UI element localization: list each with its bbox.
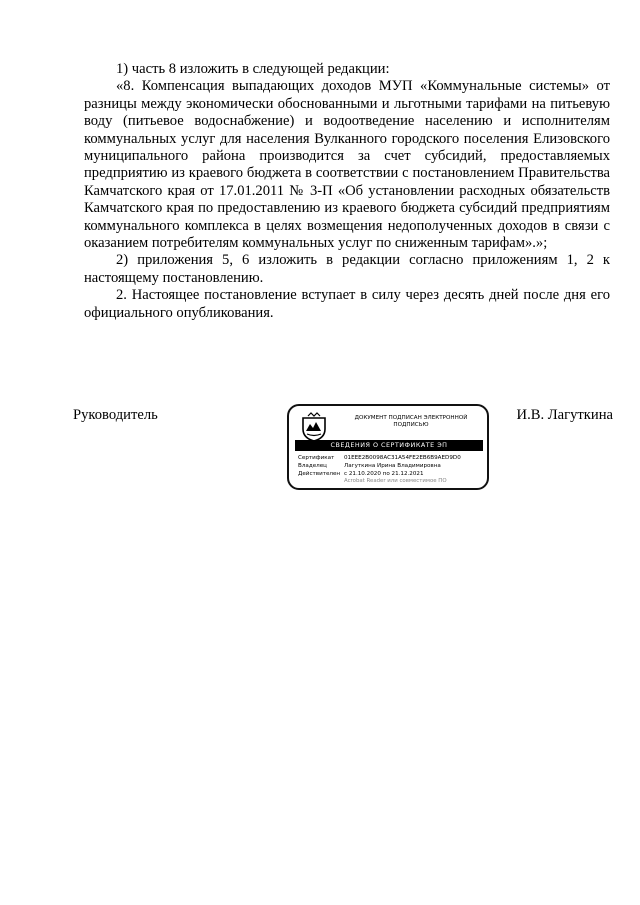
validity-row — [298, 470, 484, 478]
owner-value: Лагуткина Ирина Владимировна — [344, 463, 441, 469]
stamp-footer: Acrobat Reader или совместимое ПО — [344, 478, 447, 484]
owner-row — [298, 462, 484, 470]
validity-key: Действителен — [298, 471, 341, 477]
signatory-title: Руководитель — [73, 407, 158, 423]
paragraph: 2. Настоящее постановление вступает в силу через десять дней после дня его официального опубликования. — [84, 287, 610, 321]
paragraph: «8. Компенсация выпадающих доходов МУП «Коммунальные системы» от разницы между экономически обоснованными и льготными тарифами на питьевую воду (питьевое водоснабжение) и водоотведение населению и исполнителям коммунальных услуг для населения Вулканного городского поселения Елизовского муниципального района производится за счет субсидий, предоставляемых предприятию из краевого бюджета в соответствии с постановлением Правительства Камчатского края от 17.01.2011 № 3-П «Об установлении расходных обязательств Камчатского края по предоставлению из краевого бюджета субсидий предприятиям коммунального комплекса в целях возмещения недополученных доходов в связи с оказанием потребителям коммунальных услуг по сниженным тарифам».»; — [84, 78, 610, 252]
certificate-details — [298, 454, 484, 478]
paragraph: 2) приложения 5, 6 изложить в редакции согласно приложениям 1, 2 к настоящему постановлению. — [84, 252, 610, 286]
certificate-value: 01EEE2B0098AC31A54FE2EB6B9AED9D0 — [344, 455, 461, 461]
certificate-info-bar: СВЕДЕНИЯ О СЕРТИФИКАТЕ ЭП — [295, 440, 483, 451]
electronic-signature-stamp — [287, 404, 489, 490]
document-body — [84, 61, 610, 322]
certificate-row — [298, 454, 484, 462]
validity-value: с 21.10.2020 по 21.12.2021 — [344, 471, 424, 477]
coat-of-arms-icon — [299, 412, 329, 442]
signatory-name: И.В. Лагуткина — [516, 407, 613, 423]
stamp-header: ДОКУМЕНТ ПОДПИСАН ЭЛЕКТРОННОЙ ПОДПИСЬЮ — [354, 415, 468, 428]
owner-key: Владелец — [298, 463, 327, 469]
certificate-key: Сертификат — [298, 455, 335, 461]
paragraph: 1) часть 8 изложить в следующей редакции: — [116, 61, 390, 77]
